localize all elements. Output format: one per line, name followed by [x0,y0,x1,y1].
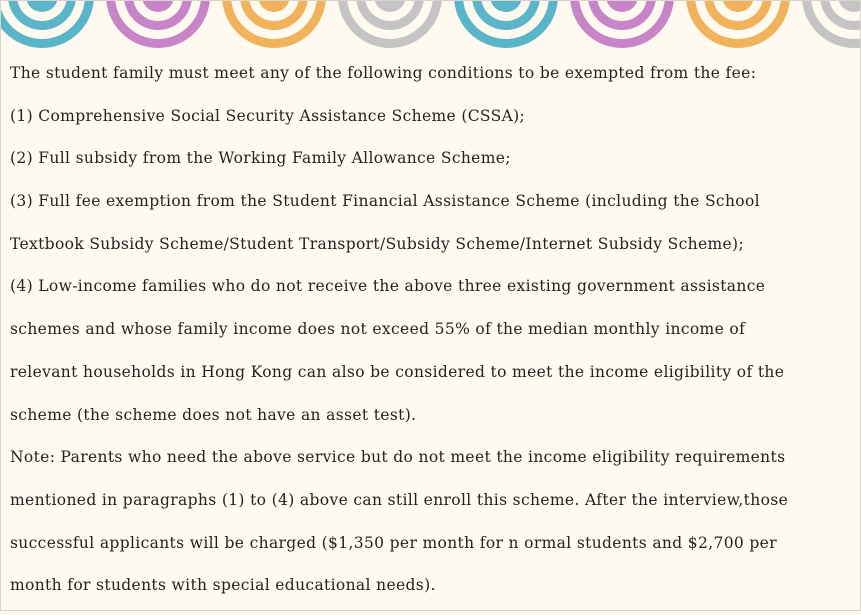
concentric-circle-group [454,0,558,48]
concentric-circle-group [338,0,442,48]
condition-1-line: (1) Comprehensive Social Security Assistance Scheme (CSSA); [10,106,526,125]
condition-3-line-b: Textbook Subsidy Scheme/Student Transport/Subsidy Scheme/Internet Subsidy Scheme); [10,234,745,253]
concentric-circle-group [570,0,674,48]
concentric-circle-group [222,0,326,48]
concentric-circle-group [802,0,861,48]
condition-3-line-a: (3) Full fee exemption from the Student Financial Assistance Scheme (including the School [10,192,760,211]
condition-2-line: (2) Full subsidy from the Working Family Allowance Scheme; [10,149,511,168]
decorative-banner [0,0,861,62]
condition-4-line-a: (4) Low-income families who do not receive the above three existing government assistance [10,277,766,296]
note-line-a: Note: Parents who need the above service but do not meet the income eligibility requirements [10,448,786,467]
note-line-d: month for students with special educational needs). [10,576,436,595]
note-line-b: mentioned in paragraphs (1) to (4) above can still enroll this scheme. After the interview,those [10,490,789,509]
note-line-c: successful applicants will be charged ($1,350 per month for n ormal students and $2,700 per [10,533,777,552]
concentric-circle-group [0,0,94,48]
fee-exemption-text [10,60,855,615]
condition-4-line-b: schemes and whose family income does not exceed 55% of the median monthly income of [10,320,746,339]
concentric-circle-group [686,0,790,48]
condition-4-line-d: scheme (the scheme does not have an asset test). [10,405,417,424]
condition-4-line-c: relevant households in Hong Kong can also be considered to meet the income eligibility of the [10,362,785,381]
concentric-circle-group [106,0,210,48]
intro-line: The student family must meet any of the following conditions to be exempted from the fee: [10,64,757,82]
concentric-circles-pattern [0,0,861,62]
